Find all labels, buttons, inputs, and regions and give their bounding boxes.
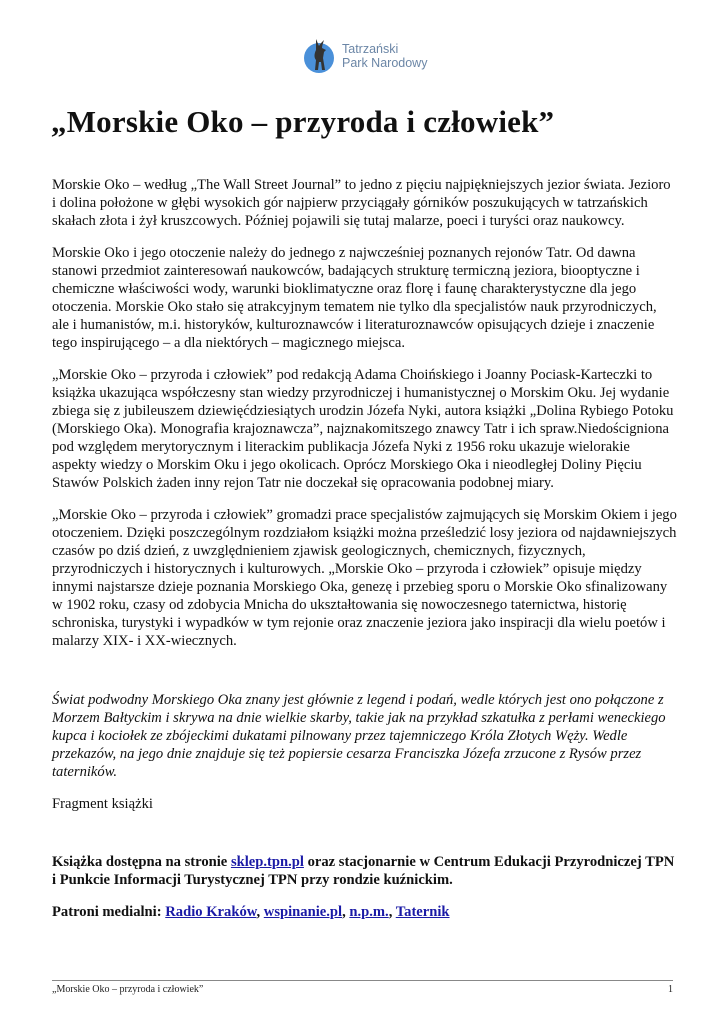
patron-separator: , [342, 904, 350, 920]
book-quote: Świat podwodny Morskiego Oka znany jest głównie z legend i podań, wedle których jest ono połączone z Morzem Bałtyckim i skrywa na dnie wielkie skarby, takie jak na przykład szkatułka z perłami weneckiego kupca i kociołek ze zbójeckimi dukatami pilnowany przez tajemniczego Króla Złotych Węży. Wedle przekazów, na jego dnie znajduje się też popiersie cesarza Franciszka Józefa zrzucone z Rysów przez taterników. [52, 692, 666, 780]
shop-link[interactable]: sklep.tpn.pl [230, 854, 304, 870]
patrons-label: Patroni medialni: [52, 904, 162, 920]
paragraph-history: Morskie Oko i jego otoczenie należy do jednego z najwcześniej poznanych rejonów Tatr. Od dawna stanowi przedmiot zainteresowań naukowców, badających strukturę termiczną jeziora, biooptyczne i chemiczne właściwości wody, warunki bioklimatyczne oraz florę i faunę charakterystyczne dla jego otoczenia. Morskie Oko stało się atrakcyjnym tematem nie tylko dla specjalistów nauk przyrodniczych, ale i humanistów, m.i. historyków, kulturoznawców i literaturoznawców opisujących dzieje i znaczenie tego inspirującego – a dla niektórych – magicznego miejsca. [52, 245, 657, 351]
logo-name-line2: Park Narodowy [342, 56, 428, 70]
patron-link-taternik[interactable]: Taternik [395, 904, 450, 920]
media-patrons [52, 903, 677, 921]
patron-separator: , [388, 904, 396, 920]
paragraph-book: „Morskie Oko – przyroda i człowiek” pod redakcją Adama Choińskiego i Joanny Pociask-Karteczki to książka ukazująca współczesny stan wiedzy przyrodniczej i humanistycznej o Morskim Oku. Jej wydanie zbiega się z jubileuszem dziewięćdziesiątych urodzin Józefa Nyki, autora książki „Dolina Rybiego Potoku (Morskiego Oka). Monografia krajoznawcza”, najznakomitszego znawcy Tatr i ich spraw.Niedościgniona pod względem merytorycznym i literackim publikacja Józefa Nyki z 1956 roku ukazuje wielorakie aspekty wiedzy o Morskim Oku i jego okolicach. Oprócz Morskiego Oka i nieodległej Doliny Pięciu Stawów Polskich żaden inny rejon Tatr nie doczekał się opracowania podobnej miary. [52, 367, 674, 491]
logo-name-line1: Tatrzański [342, 42, 399, 56]
footer-divider [52, 980, 673, 981]
paragraph-contents: „Morskie Oko – przyroda i człowiek” gromadzi prace specjalistów zajmujących się Morskim Okiem i jego otoczeniem. Dzięki poszczególnym rozdziałom książki można prześledzić losy jeziora od najdawniejszych czasów po dziś dzień, z uwzględnieniem zjawisk geologicznych, chemicznych, fizycznych, przyrodniczych i historycznych i kulturowych. „Morskie Oko – przyroda i człowiek” opisuje między innymi najstarsze dzieje poznania Morskiego Oka, genezę i przebieg sporu o Morskie Oko sfinalizowany w 1902 roku, czasy od zdobycia Mnicha do ukształtowania się nowoczesnego taternictwa, historię schroniska, turystyki i wypadków w tym rejonie oraz znaczenie jeziora jako inspiracji dla wielu poetów i malarzy XIX- i XX-wiecznych. [52, 507, 677, 649]
paragraph-intro: Morskie Oko – według „The Wall Street Journal” to jedno z pięciu najpiękniejszych jezior świata. Jezioro i dolina położone w głębi wysokich gór najpierw przyciągały górników poszukujących w tatrzańskich skałach złota i żył kruszcowych. Później pojawili się tutaj malarze, poeci i turyści oraz naukowcy. [52, 177, 671, 229]
article-body [52, 176, 677, 935]
chamois-logo-icon [302, 36, 336, 76]
availability-suffix: oraz stacjonarnie w Centrum Edukacji Przyrodniczej TPN i Punkcie Informacji Turystycznej TPN przy rondzie kuźnickim. [52, 854, 675, 888]
article-title: „Morskie Oko – przyroda i człowiek” [51, 104, 555, 139]
patron-separator: , [256, 904, 264, 920]
patron-link-npm[interactable]: n.p.m. [349, 904, 389, 920]
page-number: 1 [668, 984, 673, 995]
footer-title: „Morskie Oko – przyroda i człowiek” [52, 984, 204, 995]
patron-link-radio-krakow[interactable]: Radio Kraków [165, 904, 257, 920]
park-logo[interactable] [302, 36, 427, 76]
quote-source: Fragment książki [52, 796, 153, 812]
availability-prefix: Książka dostępna na stronie [52, 854, 231, 870]
patron-link-wspinanie[interactable]: wspinanie.pl [263, 904, 343, 920]
page-footer [52, 984, 673, 995]
availability-note [52, 853, 677, 889]
